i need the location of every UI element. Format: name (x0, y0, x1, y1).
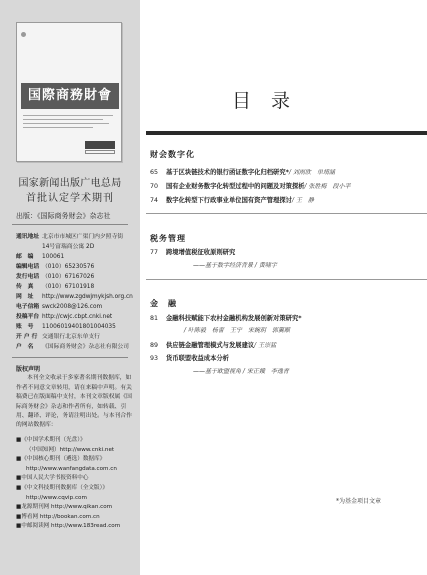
toc-entry-authors: / 叶陈毅 杨蕾 王宁 宋婉玥 郭翼顺 (184, 327, 290, 334)
info-row: 发行电话 （010）67167026 (16, 274, 95, 280)
info-row: 编辑电话 （010）65230576 (16, 264, 95, 270)
cover-title: 国際商務財會 (27, 88, 112, 103)
database-item: ■《中文科技期刊数据库（全文版）》 (16, 484, 108, 491)
cover-issue-box (85, 150, 115, 154)
publisher-line: 出版：《国际商务财会》杂志社 (16, 212, 111, 220)
cover-text-line (23, 115, 113, 116)
section-heading-finance: 金 融 (150, 299, 177, 308)
toc-entry[interactable]: 93 货币联盟收益成本分析 (150, 355, 229, 362)
toc-title: 目录 (232, 90, 311, 112)
toc-entry[interactable]: 89 供应链金融管理模式与发展建议/ 王崇猛 (150, 342, 277, 349)
divider (12, 357, 128, 358)
info-row: 传 真 （010）67101918 (16, 284, 95, 290)
journal-cover-image (16, 22, 122, 162)
copyright-title: 版权声明 (16, 366, 41, 373)
footnote: *为基金项目文章 (336, 498, 382, 505)
cover-text-line (23, 127, 93, 128)
toc-entry[interactable]: 77 跨境增值税征收原则研究 (150, 249, 236, 256)
heavy-divider (146, 131, 427, 135)
info-row: 网 址 http://www.zgdwjmykjsh.org.cn (16, 294, 133, 300)
database-item: （中国知网）http://www.cnki.net (26, 446, 115, 453)
section-divider (146, 279, 427, 280)
database-item: ■《中国核心期刊（遴选）数据库》 (16, 456, 106, 463)
info-row: 户 名 《国际商务财会》杂志社有限公司 (16, 344, 129, 350)
cover-text-line (23, 123, 109, 124)
toc-entry[interactable]: 81 金融科技赋能下农村金融机构发展创新对策研究* (150, 315, 302, 322)
info-row: 电子信箱 swck2008@126.com (16, 304, 103, 310)
database-item: ■龙源期刊网 http://www.qikan.com (16, 504, 113, 511)
toc-entry[interactable]: 70 国有企业财务数字化转型过程中的问题及对策探析/ 张胜梅 段小平 (150, 183, 351, 190)
left-sidebar-panel (0, 0, 140, 575)
database-list (16, 436, 136, 532)
database-item: ■中邮阅读网 http://www.183read.com (16, 523, 121, 530)
cover-text-line (23, 119, 103, 120)
cover-logo-icon (21, 32, 26, 37)
info-row: 账 号 11006019401801004035 (16, 324, 116, 330)
contact-info-list (16, 232, 134, 352)
toc-entry[interactable]: 65 基于区块链技术的银行函证数字化归档研究*/ 刘雨欣 单靖涵 (150, 169, 335, 176)
approval-line-1: 国家新闻出版广电总局 (18, 178, 122, 189)
toc-entry[interactable]: 74 数字化转型下行政事业单位国有资产管理探讨/ 王 静 (150, 197, 314, 204)
toc-entry-subtitle: ——基于数字经济背景 / 黄啸宇 (193, 262, 277, 269)
database-url: http://www.cqvip.com (26, 494, 87, 501)
section-divider (146, 213, 427, 214)
info-row: 14号富瑞商公寓 2D (42, 244, 95, 250)
copyright-body: 本刊全文收录于多家著名期刊数据库，如作者不同意文章转用，请在来稿中声明。有关稿费已在版面稿中支付，本刊文章版权属《国际商务财会》杂志和作者所有，如转载、引用、翻译、评论，务请注明出处。与本刊合作的网站数据库： (16, 375, 132, 429)
database-url: http://www.wanfangdata.com.cn (26, 465, 117, 472)
cover-issue-tag (85, 141, 115, 149)
info-row: 通讯地址 北京市市城区广渠门内夕照寺街 (16, 234, 124, 240)
database-item: ■《中国学术期刊（光盘）》 (16, 437, 86, 443)
info-row: 投稿平台 http://cwjc.cbpt.cnki.net (16, 314, 113, 320)
section-heading-digital: 财会数字化 (150, 150, 195, 159)
database-item: ■博看网 http://bookan.com.cn (16, 513, 100, 520)
copyright-notice (16, 365, 132, 431)
info-row: 开 户 行 交通银行北京东单支行 (16, 334, 100, 340)
section-heading-tax: 税务管理 (150, 234, 186, 243)
info-row: 邮 编 100061 (16, 254, 65, 260)
approval-line-2: 首批认定学术期刊 (26, 193, 114, 204)
divider (12, 224, 128, 225)
toc-entry-subtitle: ——基于欧盟视角 / 宋正娥 李逸青 (193, 368, 289, 375)
database-item: ■中国人民大学书报资料中心 (16, 475, 89, 482)
